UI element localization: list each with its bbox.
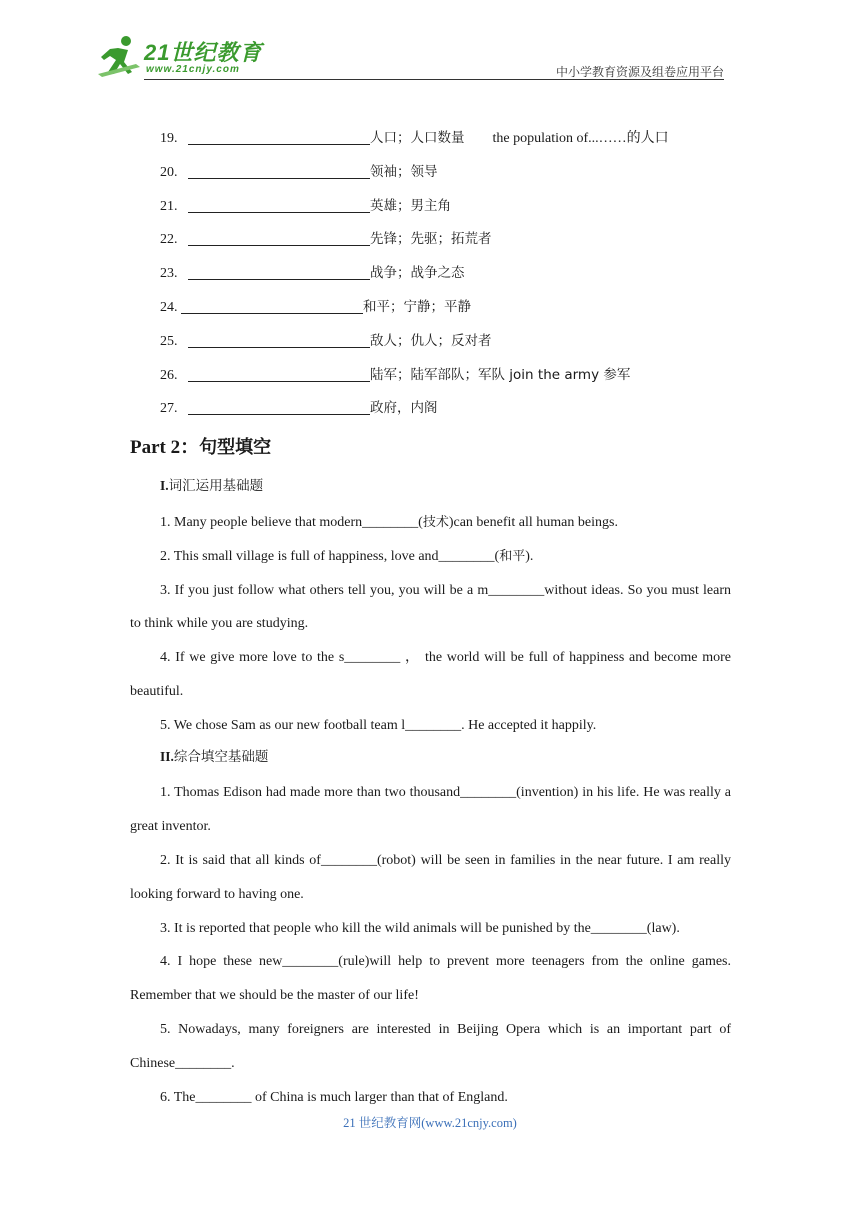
page-footer: 21 世纪教育网(www.21cnjy.com)	[343, 1116, 517, 1130]
question-text: 2. This small village is full of happiness, love and________(	[160, 548, 500, 564]
site-logo	[96, 34, 266, 78]
question-hint: 技术	[422, 514, 449, 530]
item-number: 25.	[160, 333, 178, 349]
document-body	[130, 124, 731, 1114]
logo-url: www.21cnjy.com	[146, 64, 240, 75]
item-number: 21.	[160, 198, 178, 214]
item-number: 26.	[160, 367, 178, 383]
item-meaning: 敌人；仇人；反对者	[370, 332, 492, 349]
question: 1. Thomas Edison had made more than two thousand________(invention) in his life. He was really a great inventor.	[130, 785, 731, 835]
logo-text: 21世纪教育	[144, 40, 263, 65]
runner-icon	[96, 34, 142, 78]
item-number: 23.	[160, 266, 178, 282]
question-text: )can benefit all human beings.	[448, 514, 618, 530]
item-meaning: 英雄；男主角	[370, 197, 451, 214]
part-heading	[130, 434, 731, 462]
section-heading	[130, 472, 731, 506]
item-meaning: 先锋；先驱；拓荒者	[370, 231, 492, 248]
vocab-item	[160, 327, 731, 361]
item-meaning: 陆军；陆军部队；军队 join the army 参军	[370, 366, 631, 383]
item-number: 20.	[160, 164, 178, 180]
item-meaning: 人口；人口数量	[370, 130, 465, 146]
question	[130, 540, 731, 574]
platform-label: 中小学教育资源及组卷应用平台	[555, 65, 724, 79]
item-number: 19.	[160, 131, 178, 146]
answer-blank[interactable]	[188, 398, 370, 415]
item-meaning: 政府，内阁	[370, 400, 438, 417]
answer-blank[interactable]	[188, 365, 370, 382]
item-meaning: 战争；战争之态	[370, 265, 465, 282]
item-number: 24.	[160, 299, 178, 315]
question: 5. We chose Sam as our new football team l________. He accepted it happily.	[160, 717, 597, 733]
section-title: 词汇运用基础题	[168, 478, 264, 495]
question-text: 1. Many people believe that modern________(	[160, 514, 423, 530]
item-meaning: 和平；宁静；平静	[363, 298, 471, 315]
answer-blank[interactable]	[188, 128, 370, 145]
question: 4. If we give more love to the s________ ， the world will be full of happiness and become more beautiful.	[130, 650, 731, 699]
part-heading-en: Part 2：	[130, 437, 200, 459]
item-number: 27.	[160, 401, 178, 417]
section-title: 综合填空基础题	[173, 748, 269, 765]
answer-blank[interactable]	[188, 263, 370, 280]
question: 5. Nowadays, many foreigners are interested in Beijing Opera which is an important part of Chinese________.	[130, 1021, 731, 1071]
vocab-item	[160, 259, 731, 293]
section-heading	[130, 743, 731, 777]
section-number: II.	[160, 748, 174, 764]
item-note: the population of...……的人口	[492, 131, 669, 146]
answer-blank[interactable]	[188, 162, 370, 179]
question: 6. The________ of China is much larger than that of England.	[160, 1089, 508, 1105]
vocab-item	[160, 158, 731, 192]
answer-blank[interactable]	[188, 331, 370, 348]
answer-blank[interactable]	[181, 297, 363, 314]
answer-blank[interactable]	[188, 229, 370, 246]
vocab-list	[130, 124, 731, 428]
part-heading-cn: 句型填空	[199, 437, 272, 459]
question: 3. If you just follow what others tell you, you will be a m________without ideas. So you must learn to think while you are studying.	[130, 582, 731, 632]
question: 3. It is reported that people who kill the wild animals will be punished by the________(law).	[160, 920, 680, 936]
vocab-item	[160, 394, 731, 428]
section-number: I.	[160, 478, 169, 494]
item-meaning: 领袖；领导	[370, 163, 438, 180]
question: 2. It is said that all kinds of________(robot) will be seen in families in the near future. I am really looking forward to having one.	[130, 852, 731, 902]
header-divider	[144, 79, 724, 80]
question-hint: 和平	[499, 548, 526, 564]
page-header	[96, 30, 724, 82]
item-number: 22.	[160, 232, 178, 248]
vocab-item	[160, 293, 731, 327]
question	[130, 506, 731, 540]
vocab-item	[160, 192, 731, 226]
question-text: ).	[525, 548, 534, 564]
question: 4. I hope these new________(rule)will help to prevent more teenagers from the online games. Remember that we should be the master of our life!	[130, 954, 731, 1004]
vocab-item	[160, 361, 731, 395]
vocab-item	[160, 225, 731, 259]
answer-blank[interactable]	[188, 196, 370, 213]
vocab-item	[160, 124, 731, 158]
